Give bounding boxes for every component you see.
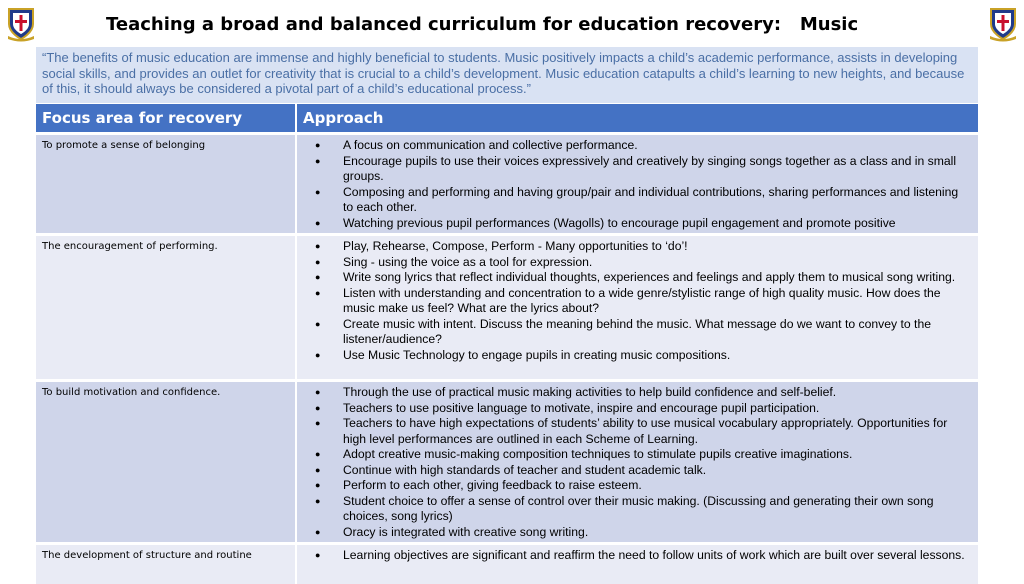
recovery-table	[36, 104, 978, 584]
list-item: ● Adopt creative music-making composition techniques to stimulate pupils creative imaginations.	[297, 447, 978, 463]
list-item: ● Composing and performing and having group/pair and individual contributions, sharing performances and listening to each other.	[297, 185, 978, 216]
page-title: Teaching a broad and balanced curriculum for education recovery: Music	[106, 14, 859, 35]
school-crest-logo-left	[6, 6, 36, 42]
list-item: ● Through the use of practical music making activities to help build confidence and self-belief.	[297, 385, 978, 401]
list-item: ● Encourage pupils to use their voices expressively and creatively by singing songs together as a class and in small groups.	[297, 154, 978, 185]
approach-cell	[296, 381, 978, 544]
list-item: ● Use Music Technology to engage pupils in creating music compositions.	[297, 348, 978, 364]
list-item: ● Sing - using the voice as a tool for expression.	[297, 255, 978, 271]
school-crest-logo-right	[988, 6, 1018, 42]
list-item: ● Create music with intent. Discuss the meaning behind the music. What message do we want to convey to the listener/audience?	[297, 317, 978, 348]
approach-list	[297, 236, 978, 365]
list-item: ● Play, Rehearse, Compose, Perform - Many opportunities to ‘do’!	[297, 239, 978, 255]
focus-cell: The development of structure and routine	[36, 544, 296, 584]
table-row	[36, 235, 978, 381]
list-item: ● Listen with understanding and concentration to a wide genre/stylistic range of high quality music. How does the music make us feel? What are the lyrics about?	[297, 286, 978, 317]
focus-cell: To build motivation and confidence.	[36, 381, 296, 544]
list-item: ● Write song lyrics that reflect individual thoughts, experiences and feelings and apply them to musical song writing.	[297, 270, 978, 286]
focus-cell: To promote a sense of belonging	[36, 134, 296, 235]
approach-list	[297, 545, 978, 566]
list-item: ● Teachers to use positive language to motivate, inspire and encourage pupil participation.	[297, 401, 978, 417]
approach-cell	[296, 235, 978, 381]
table-row	[36, 544, 978, 584]
list-item: ● Student choice to offer a sense of control over their music making. (Discussing and generating their own song choices, song lyrics)	[297, 494, 978, 525]
quote-box: “The benefits of music education are immense and highly beneficial to students. Music positively impacts a child’s academic performance, assists in developing social skills, and provides an outlet for creativity that is crucial to a child’s development. Music education catapults a child’s learning to new heights, and because of this, it should always be considered a pivotal part of a child’s educational process.”	[36, 47, 978, 103]
column-header-approach: Approach	[296, 104, 978, 134]
table-row	[36, 134, 978, 235]
list-item: ● Teachers to have high expectations of students’ ability to use musical vocabulary appropriately. Opportunities for high level performances are outlined in each Scheme of Learning.	[297, 416, 978, 447]
column-header-focus: Focus area for recovery	[36, 104, 296, 134]
approach-cell	[296, 134, 978, 235]
list-item: ● Perform to each other, giving feedback to raise esteem.	[297, 478, 978, 494]
focus-cell: The encouragement of performing.	[36, 235, 296, 381]
list-item: ● Learning objectives are significant and reaffirm the need to follow units of work which are built over several lessons.	[297, 548, 978, 564]
approach-list	[297, 135, 978, 233]
approach-list	[297, 382, 978, 542]
table-row	[36, 381, 978, 544]
list-item: ● Continue with high standards of teacher and student academic talk.	[297, 463, 978, 479]
list-item: ● Watching previous pupil performances (Wagolls) to encourage pupil engagement and promote positive	[297, 216, 978, 232]
list-item: ● A focus on communication and collective performance.	[297, 138, 978, 154]
table-header-row	[36, 104, 978, 134]
approach-cell	[296, 544, 978, 584]
list-item: ● Oracy is integrated with creative song writing.	[297, 525, 978, 541]
